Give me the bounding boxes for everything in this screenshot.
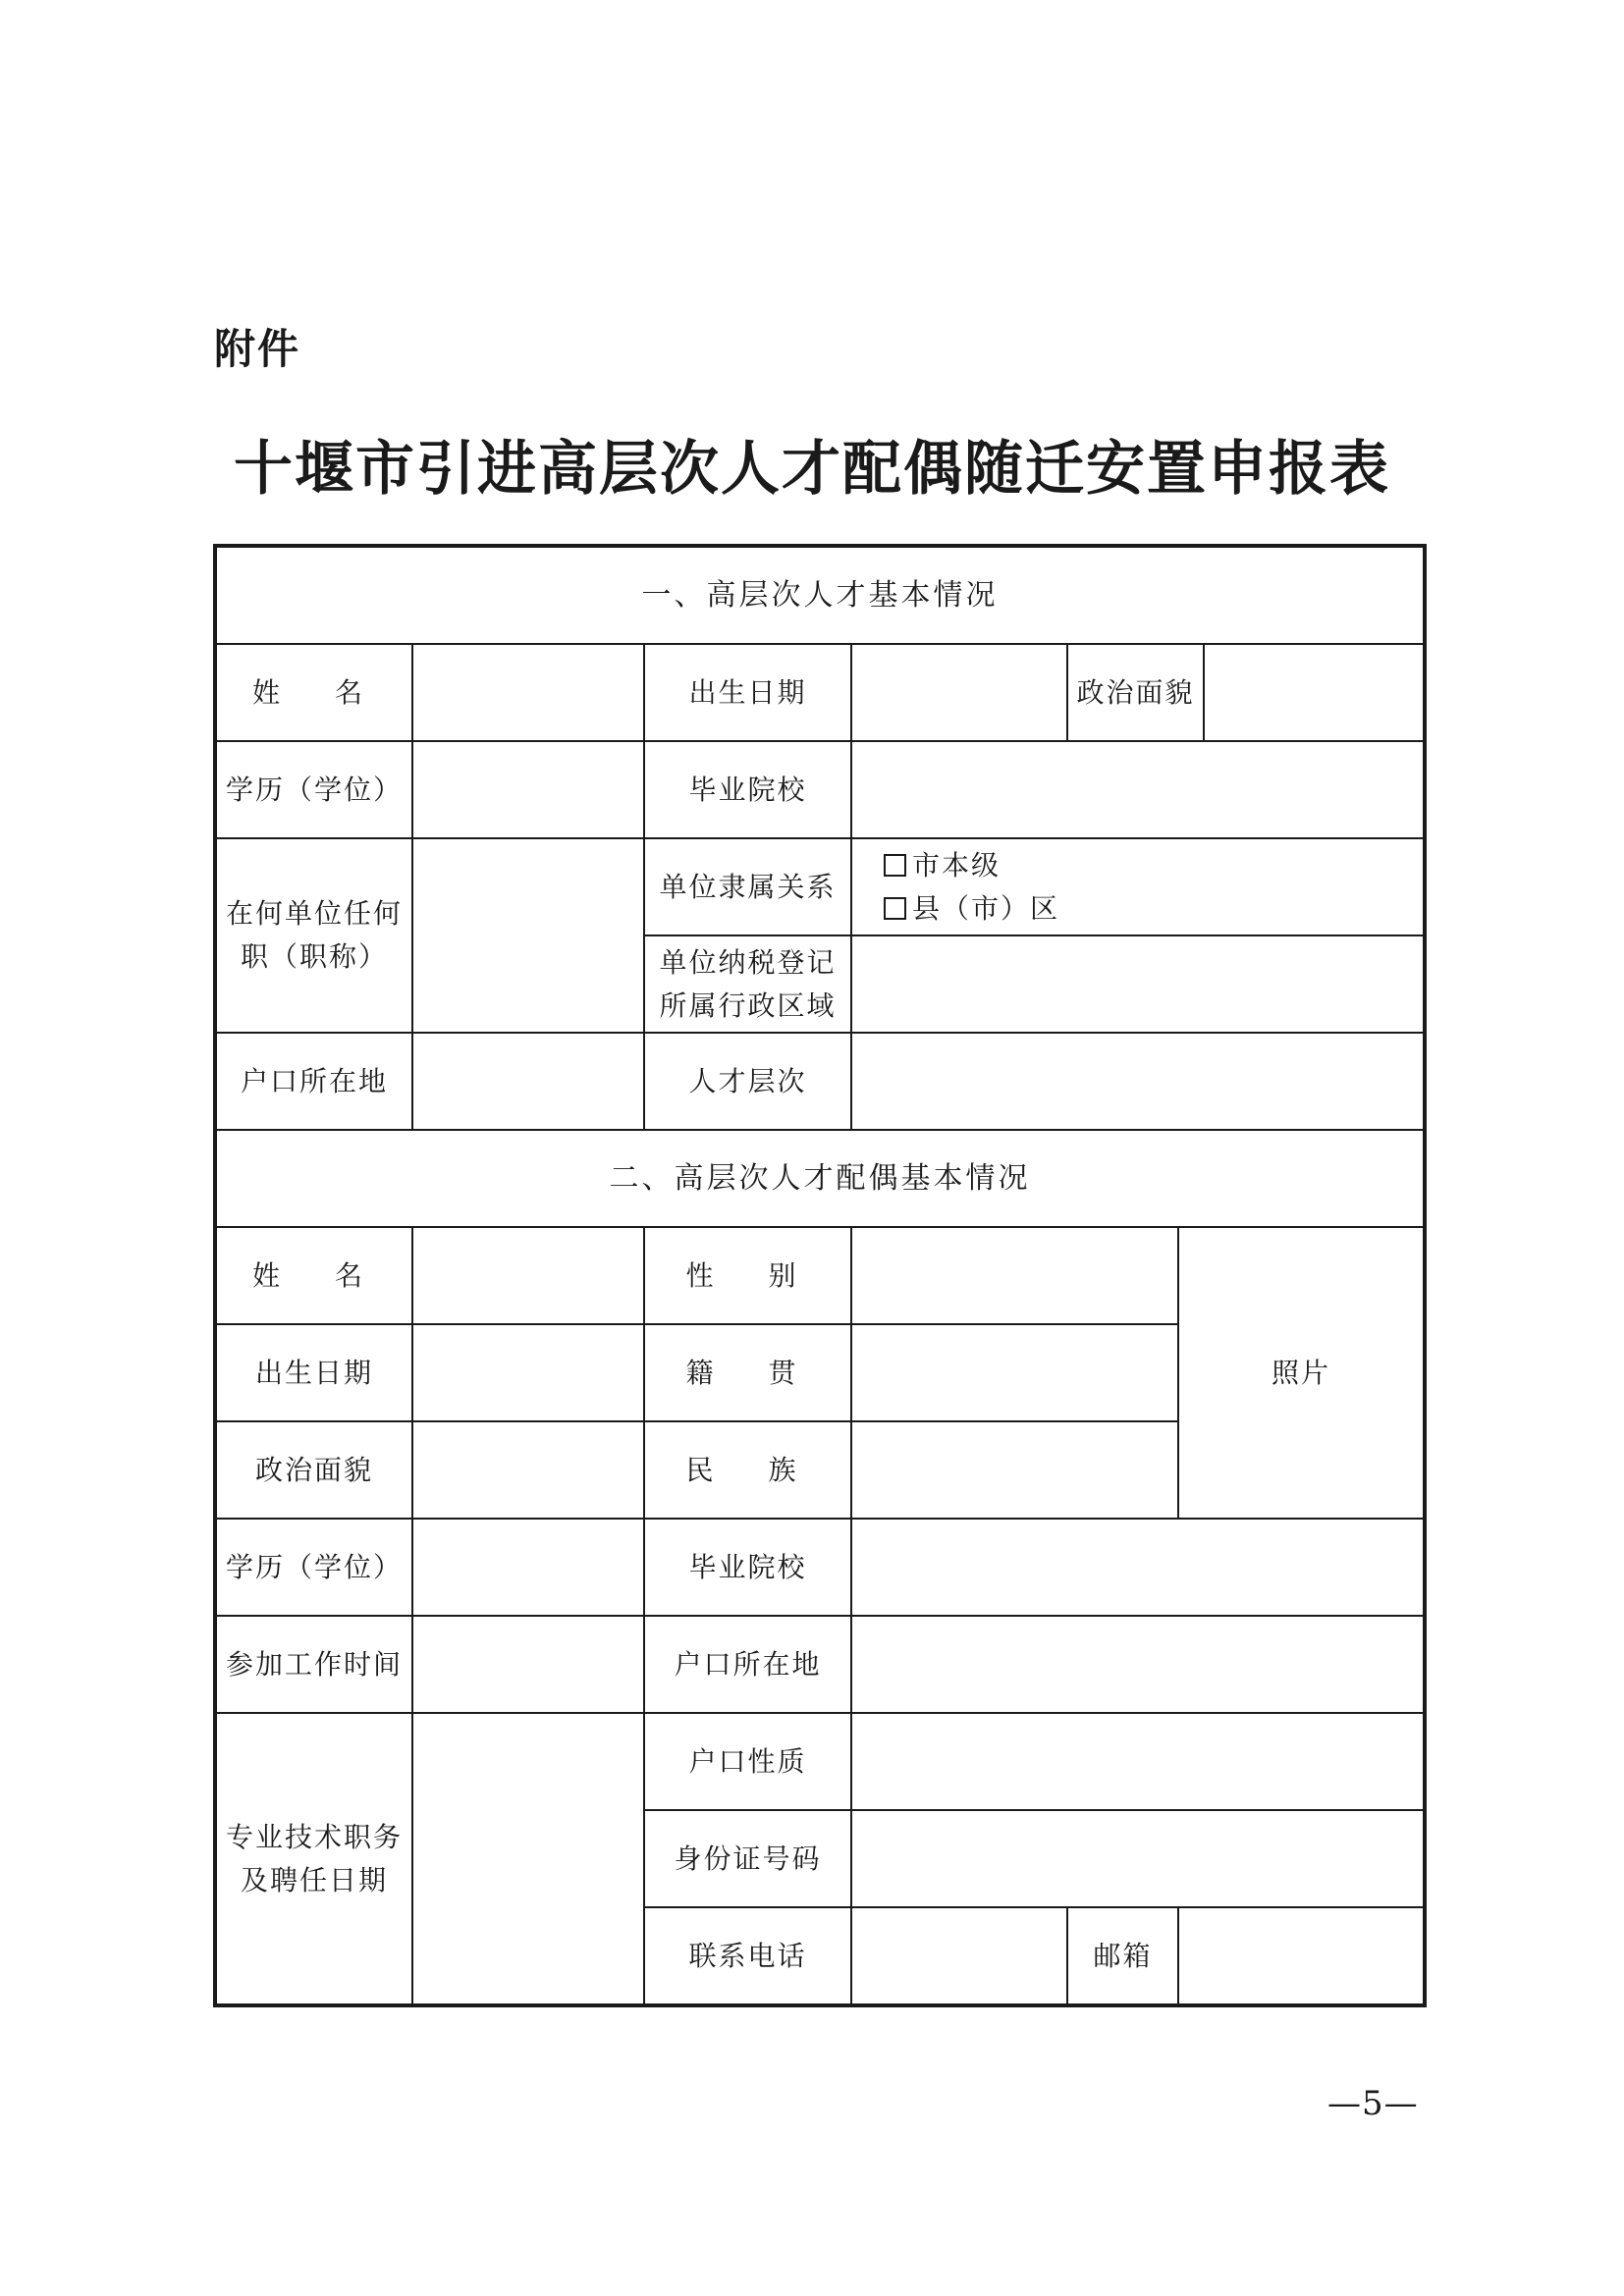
spouse-id-number-field[interactable] <box>851 1810 1425 1907</box>
unit-affiliation-options <box>851 838 1425 935</box>
tax-region-field[interactable] <box>851 935 1425 1033</box>
talent-birth-date-label: 出生日期 <box>644 644 851 741</box>
talent-row-name <box>215 644 1425 741</box>
spouse-political-status-label: 政治面貌 <box>215 1421 412 1519</box>
talent-political-status-field[interactable] <box>1204 644 1425 741</box>
talent-row-education <box>215 741 1425 838</box>
county-level-checkbox[interactable] <box>884 897 906 920</box>
spouse-ethnicity-label: 民 族 <box>644 1421 851 1519</box>
option-county-level[interactable] <box>884 887 1417 931</box>
spouse-phone-label: 联系电话 <box>644 1907 851 2005</box>
spouse-professional-title-field[interactable] <box>412 1713 644 2005</box>
spouse-gender-field[interactable] <box>851 1227 1178 1324</box>
talent-graduate-school-label: 毕业院校 <box>644 741 851 838</box>
section1-header-row <box>215 546 1425 644</box>
option-county-label: 县（市）区 <box>912 891 1060 925</box>
application-form-table <box>213 544 1427 2007</box>
spouse-native-place-label: 籍 贯 <box>644 1324 851 1421</box>
form-title: 十堰市引进高层次人才配偶随迁安置申报表 <box>234 435 1390 504</box>
spouse-education-label: 学历（学位） <box>215 1519 412 1616</box>
talent-level-field[interactable] <box>851 1033 1425 1130</box>
section2-header-row <box>215 1130 1425 1227</box>
spouse-graduate-school-label: 毕业院校 <box>644 1519 851 1616</box>
talent-political-status-label: 政治面貌 <box>1067 644 1204 741</box>
spouse-work-start-field[interactable] <box>412 1616 644 1713</box>
section2-heading: 二、高层次人才配偶基本情况 <box>215 1130 1425 1227</box>
spouse-email-label: 邮箱 <box>1067 1907 1178 2005</box>
spouse-hukou-type-field[interactable] <box>851 1713 1425 1810</box>
spouse-row-name <box>215 1227 1425 1324</box>
spouse-native-place-field[interactable] <box>851 1324 1178 1421</box>
spouse-work-start-label: 参加工作时间 <box>215 1616 412 1713</box>
tax-region-label: 单位纳税登记所属行政区域 <box>644 935 851 1033</box>
talent-row-affiliation <box>215 838 1425 935</box>
talent-row-hukou <box>215 1033 1425 1130</box>
talent-name-field[interactable] <box>412 644 644 741</box>
talent-name-label: 姓 名 <box>215 644 412 741</box>
spouse-row-work-start <box>215 1616 1425 1713</box>
spouse-hukou-field[interactable] <box>851 1616 1425 1713</box>
talent-hukou-field[interactable] <box>412 1033 644 1130</box>
section1-heading: 一、高层次人才基本情况 <box>215 546 1425 644</box>
spouse-political-status-field[interactable] <box>412 1421 644 1519</box>
talent-graduate-school-field[interactable] <box>851 741 1425 838</box>
spouse-photo-box[interactable]: 照片 <box>1178 1227 1425 1519</box>
option-city-label: 市本级 <box>912 848 1001 881</box>
spouse-ethnicity-field[interactable] <box>851 1421 1178 1519</box>
spouse-row-education <box>215 1519 1425 1616</box>
city-level-checkbox[interactable] <box>884 854 906 877</box>
talent-level-label: 人才层次 <box>644 1033 851 1130</box>
spouse-id-number-label: 身份证号码 <box>644 1810 851 1907</box>
talent-position-label: 在何单位任何职（职称） <box>215 838 412 1033</box>
spouse-hukou-type-label: 户口性质 <box>644 1713 851 1810</box>
spouse-birth-date-label: 出生日期 <box>215 1324 412 1421</box>
spouse-education-field[interactable] <box>412 1519 644 1616</box>
spouse-name-field[interactable] <box>412 1227 644 1324</box>
talent-hukou-label: 户口所在地 <box>215 1033 412 1130</box>
spouse-professional-title-label: 专业技术职务及聘任日期 <box>215 1713 412 2005</box>
talent-birth-date-field[interactable] <box>851 644 1067 741</box>
talent-education-field[interactable] <box>412 741 644 838</box>
spouse-row-hukou-type <box>215 1713 1425 1810</box>
spouse-gender-label: 性 别 <box>644 1227 851 1324</box>
attachment-label: 附件 <box>214 325 301 373</box>
spouse-hukou-label: 户口所在地 <box>644 1616 851 1713</box>
talent-education-label: 学历（学位） <box>215 741 412 838</box>
page-number: —5— <box>1327 2084 1419 2123</box>
talent-position-field[interactable] <box>412 838 644 1033</box>
unit-affiliation-label: 单位隶属关系 <box>644 838 851 935</box>
spouse-phone-field[interactable] <box>851 1907 1067 2005</box>
spouse-name-label: 姓 名 <box>215 1227 412 1324</box>
spouse-birth-date-field[interactable] <box>412 1324 644 1421</box>
option-city-level[interactable] <box>884 844 1417 887</box>
spouse-email-field[interactable] <box>1178 1907 1425 2005</box>
spouse-graduate-school-field[interactable] <box>851 1519 1425 1616</box>
